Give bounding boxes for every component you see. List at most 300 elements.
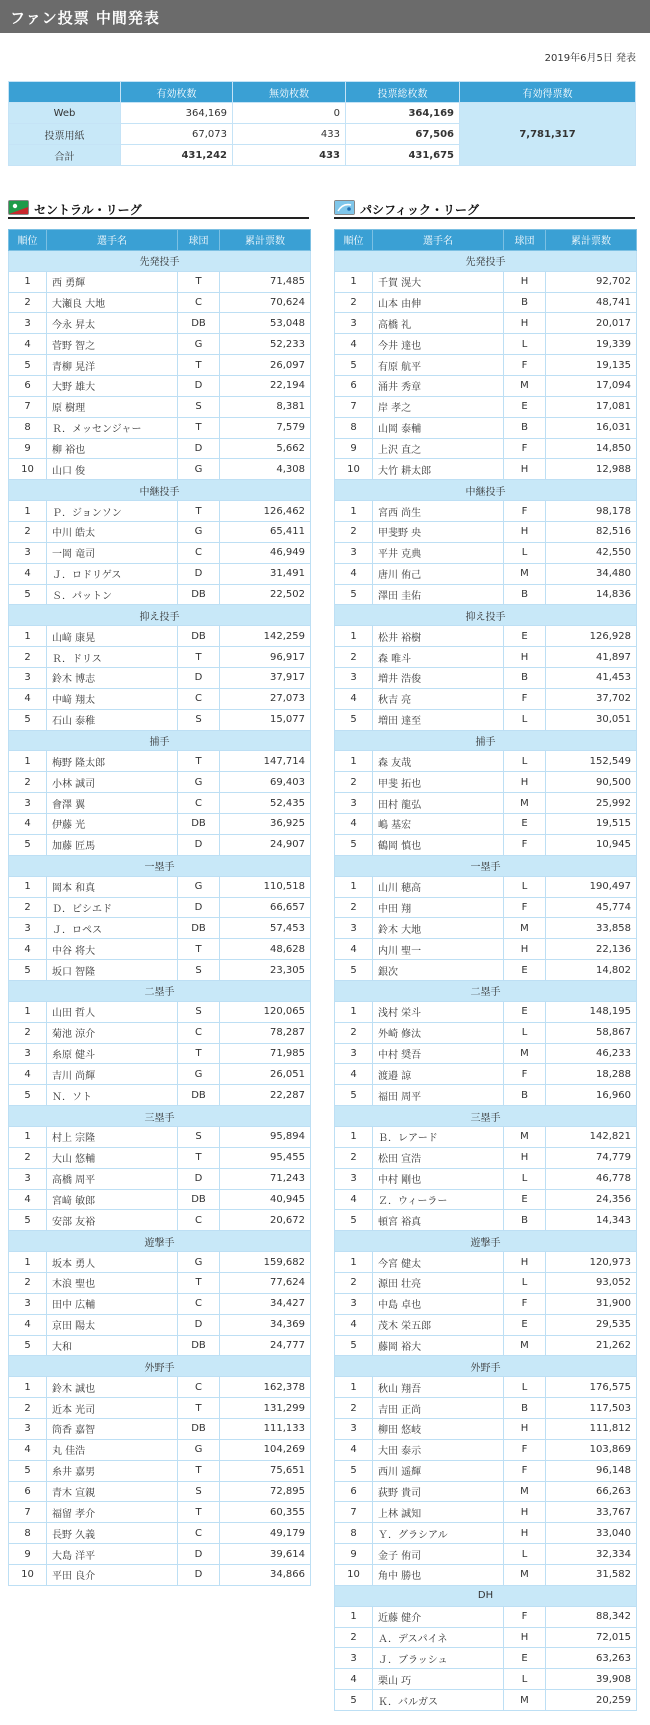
rank-cell: 4	[9, 1439, 47, 1460]
table-row	[335, 793, 637, 814]
rank-cell: 3	[335, 542, 373, 563]
player-name-cell: 銀次	[373, 960, 504, 981]
team-cell: G	[178, 522, 220, 543]
table-row	[9, 1544, 311, 1565]
votes-cell: 66,263	[546, 1481, 637, 1502]
table-row	[335, 897, 637, 918]
rank-cell: 4	[335, 1189, 373, 1210]
player-name-cell: Ｄ．ビシエド	[47, 897, 178, 918]
table-row	[9, 1022, 311, 1043]
votes-cell: 71,485	[220, 271, 311, 292]
summary-invalid: 433	[233, 124, 346, 145]
player-name-cell: 上沢 直之	[373, 438, 504, 459]
team-cell: T	[178, 271, 220, 292]
player-name-cell: 原 樹理	[47, 396, 178, 417]
table-row	[335, 1606, 637, 1627]
rank-cell: 4	[9, 1189, 47, 1210]
rank-cell: 5	[335, 1335, 373, 1356]
table-row	[9, 396, 311, 417]
position-section-header	[9, 730, 311, 751]
rank-cell: 2	[335, 292, 373, 313]
player-name-cell: 柳 裕也	[47, 438, 178, 459]
rank-cell: 8	[335, 417, 373, 438]
player-name-cell: 山本 由伸	[373, 292, 504, 313]
player-name-cell: Ｋ．バルガス	[373, 1690, 504, 1711]
votes-cell: 16,031	[546, 417, 637, 438]
col-rank-header: 順位	[9, 230, 47, 251]
votes-cell: 26,097	[220, 355, 311, 376]
votes-cell: 22,194	[220, 376, 311, 397]
player-name-cell: 高橋 礼	[373, 313, 504, 334]
team-cell: G	[178, 1439, 220, 1460]
rank-cell: 3	[9, 1418, 47, 1439]
votes-cell: 131,299	[220, 1398, 311, 1419]
player-name-cell: 甲斐 拓也	[373, 772, 504, 793]
rank-cell: 2	[9, 772, 47, 793]
rank-cell: 2	[9, 522, 47, 543]
votes-cell: 42,550	[546, 542, 637, 563]
table-row	[335, 1022, 637, 1043]
votes-cell: 111,812	[546, 1418, 637, 1439]
summary-row-label: 合計	[9, 145, 121, 166]
position-section-header	[335, 1106, 637, 1127]
votes-cell: 71,985	[220, 1043, 311, 1064]
team-cell: H	[504, 1252, 546, 1273]
team-cell: S	[178, 1126, 220, 1147]
team-cell: D	[178, 1168, 220, 1189]
rank-cell: 1	[335, 751, 373, 772]
team-cell: H	[504, 939, 546, 960]
player-name-cell: 中村 奨吾	[373, 1043, 504, 1064]
player-name-cell: 山川 穂高	[373, 876, 504, 897]
votes-cell: 104,269	[220, 1439, 311, 1460]
player-name-cell: 鶴岡 慎也	[373, 834, 504, 855]
player-name-cell: Ｓ．パットン	[47, 584, 178, 605]
rank-cell: 2	[9, 1398, 47, 1419]
votes-cell: 26,051	[220, 1064, 311, 1085]
player-name-cell: Ｐ．ジョンソン	[47, 501, 178, 522]
rank-cell: 2	[335, 1147, 373, 1168]
table-row	[335, 501, 637, 522]
rank-cell: 5	[335, 584, 373, 605]
position-section-header	[335, 605, 637, 626]
votes-cell: 110,518	[220, 876, 311, 897]
team-cell: M	[504, 1690, 546, 1711]
player-name-cell: 唐川 侑己	[373, 563, 504, 584]
table-row	[335, 751, 637, 772]
summary-row	[9, 103, 636, 124]
rank-cell: 3	[9, 1293, 47, 1314]
player-name-cell: 中川 皓太	[47, 522, 178, 543]
team-cell: T	[178, 647, 220, 668]
votes-cell: 159,682	[220, 1252, 311, 1273]
team-cell: D	[178, 1565, 220, 1586]
votes-cell: 20,259	[546, 1690, 637, 1711]
rank-cell: 9	[9, 438, 47, 459]
player-name-cell: Ａ．デスパイネ	[373, 1627, 504, 1648]
rank-cell: 5	[9, 1460, 47, 1481]
rank-cell: 5	[335, 1460, 373, 1481]
player-name-cell: 澤田 圭佑	[373, 584, 504, 605]
player-name-cell: 大田 泰示	[373, 1439, 504, 1460]
votes-cell: 74,779	[546, 1147, 637, 1168]
player-name-cell: 京田 陽太	[47, 1314, 178, 1335]
votes-cell: 152,549	[546, 751, 637, 772]
table-row	[335, 1523, 637, 1544]
central-league-logo-icon	[8, 200, 29, 215]
votes-cell: 33,767	[546, 1502, 637, 1523]
rank-cell: 1	[335, 1001, 373, 1022]
team-cell: D	[178, 563, 220, 584]
rank-cell: 4	[335, 688, 373, 709]
table-row	[335, 334, 637, 355]
table-row	[9, 1126, 311, 1147]
table-row	[335, 1565, 637, 1586]
team-cell: DB	[178, 1189, 220, 1210]
player-name-cell: 角中 勝也	[373, 1565, 504, 1586]
votes-cell: 34,427	[220, 1293, 311, 1314]
team-cell: E	[504, 814, 546, 835]
team-cell: G	[178, 772, 220, 793]
rank-cell: 3	[9, 1043, 47, 1064]
votes-cell: 15,077	[220, 709, 311, 730]
table-row	[335, 1398, 637, 1419]
rank-cell: 2	[335, 772, 373, 793]
team-cell: H	[504, 647, 546, 668]
votes-cell: 33,040	[546, 1523, 637, 1544]
rank-cell: 5	[9, 960, 47, 981]
team-cell: M	[504, 1126, 546, 1147]
summary-row-label: Web	[9, 103, 121, 124]
position-title: 中継投手	[9, 480, 311, 501]
votes-cell: 19,339	[546, 334, 637, 355]
table-row	[335, 292, 637, 313]
table-row	[9, 334, 311, 355]
player-name-cell: 青木 宣親	[47, 1481, 178, 1502]
team-cell: T	[178, 1502, 220, 1523]
position-title: 遊撃手	[9, 1231, 311, 1252]
votes-cell: 22,502	[220, 584, 311, 605]
player-name-cell: 鈴木 大地	[373, 918, 504, 939]
table-row	[9, 1460, 311, 1481]
rank-cell: 2	[9, 647, 47, 668]
rank-cell: 2	[335, 522, 373, 543]
votes-cell: 82,516	[546, 522, 637, 543]
rank-cell: 1	[335, 1377, 373, 1398]
team-cell: DB	[178, 626, 220, 647]
team-cell: D	[178, 1544, 220, 1565]
votes-cell: 24,907	[220, 834, 311, 855]
team-cell: D	[178, 834, 220, 855]
table-row	[9, 459, 311, 480]
votes-cell: 65,411	[220, 522, 311, 543]
team-cell: S	[178, 396, 220, 417]
table-row	[9, 1481, 311, 1502]
position-section-header	[335, 980, 637, 1001]
team-cell: L	[504, 1272, 546, 1293]
votes-cell: 14,802	[546, 960, 637, 981]
team-cell: D	[178, 438, 220, 459]
rank-cell: 2	[335, 897, 373, 918]
table-row	[9, 1398, 311, 1419]
league-table-header	[335, 230, 637, 251]
table-row	[9, 1293, 311, 1314]
player-name-cell: 青柳 晃洋	[47, 355, 178, 376]
table-row	[9, 1001, 311, 1022]
team-cell: S	[178, 1481, 220, 1502]
votes-cell: 25,992	[546, 793, 637, 814]
rank-cell: 1	[9, 1377, 47, 1398]
rank-cell: 5	[335, 355, 373, 376]
team-cell: T	[178, 1398, 220, 1419]
table-row	[9, 897, 311, 918]
table-row	[9, 688, 311, 709]
player-name-cell: Ｂ．レアード	[373, 1126, 504, 1147]
table-row	[335, 1085, 637, 1106]
pacific-league-logo-icon	[334, 200, 355, 215]
table-row	[9, 1168, 311, 1189]
votes-cell: 46,233	[546, 1043, 637, 1064]
team-cell: C	[178, 1523, 220, 1544]
player-name-cell: 大竹 耕太郎	[373, 459, 504, 480]
rank-cell: 3	[335, 1648, 373, 1669]
table-row	[9, 1377, 311, 1398]
table-row	[335, 1252, 637, 1273]
rank-cell: 4	[9, 334, 47, 355]
rank-cell: 5	[335, 834, 373, 855]
table-row	[335, 417, 637, 438]
position-title: 外野手	[335, 1356, 637, 1377]
team-cell: H	[504, 522, 546, 543]
rank-cell: 2	[335, 1022, 373, 1043]
player-name-cell: 山﨑 康晃	[47, 626, 178, 647]
table-row	[335, 1168, 637, 1189]
votes-cell: 34,369	[220, 1314, 311, 1335]
team-cell: T	[178, 751, 220, 772]
votes-cell: 14,343	[546, 1210, 637, 1231]
player-name-cell: 福留 孝介	[47, 1502, 178, 1523]
position-section-header	[9, 1231, 311, 1252]
votes-cell: 88,342	[546, 1606, 637, 1627]
votes-cell: 48,741	[546, 292, 637, 313]
player-name-cell: 坂本 勇人	[47, 1252, 178, 1273]
position-section-header	[335, 855, 637, 876]
team-cell: L	[504, 1544, 546, 1565]
table-row	[9, 584, 311, 605]
team-cell: H	[504, 772, 546, 793]
table-row	[335, 563, 637, 584]
rank-cell: 3	[335, 918, 373, 939]
table-row	[9, 1252, 311, 1273]
team-cell: L	[504, 1022, 546, 1043]
table-row	[9, 814, 311, 835]
player-name-cell: 源田 壮亮	[373, 1272, 504, 1293]
team-cell: C	[178, 542, 220, 563]
rank-cell: 5	[335, 1690, 373, 1711]
votes-cell: 96,148	[546, 1460, 637, 1481]
votes-cell: 96,917	[220, 647, 311, 668]
position-title: 二塁手	[335, 980, 637, 1001]
table-row	[335, 1439, 637, 1460]
votes-cell: 49,179	[220, 1523, 311, 1544]
rank-cell: 4	[335, 1669, 373, 1690]
team-cell: L	[504, 751, 546, 772]
team-cell: H	[504, 1147, 546, 1168]
rank-cell: 3	[335, 1168, 373, 1189]
team-cell: T	[178, 417, 220, 438]
col-rank-header: 順位	[335, 230, 373, 251]
rank-cell: 3	[9, 313, 47, 334]
team-cell: DB	[178, 1418, 220, 1439]
player-name-cell: Ｒ．メッセンジャー	[47, 417, 178, 438]
summary-total: 431,675	[346, 145, 460, 166]
summary-valid: 364,169	[121, 103, 233, 124]
rank-cell: 9	[335, 438, 373, 459]
player-name-cell: 渡邉 諒	[373, 1064, 504, 1085]
team-cell: S	[178, 960, 220, 981]
table-row	[335, 542, 637, 563]
votes-cell: 126,462	[220, 501, 311, 522]
summary-total: 67,506	[346, 124, 460, 145]
votes-cell: 34,480	[546, 563, 637, 584]
table-row	[9, 271, 311, 292]
team-cell: H	[504, 1418, 546, 1439]
player-name-cell: 吉田 正尚	[373, 1398, 504, 1419]
table-row	[9, 918, 311, 939]
votes-cell: 40,945	[220, 1189, 311, 1210]
player-name-cell: 松井 裕樹	[373, 626, 504, 647]
player-name-cell: 頓宮 裕真	[373, 1210, 504, 1231]
team-cell: L	[504, 1669, 546, 1690]
table-row	[9, 355, 311, 376]
votes-cell: 5,662	[220, 438, 311, 459]
votes-cell: 72,895	[220, 1481, 311, 1502]
summary-header-cell	[9, 82, 121, 103]
votes-cell: 14,836	[546, 584, 637, 605]
summary-valid-votes: 7,781,317	[460, 103, 636, 166]
votes-cell: 46,778	[546, 1168, 637, 1189]
player-name-cell: 涌井 秀章	[373, 376, 504, 397]
rank-cell: 3	[335, 1293, 373, 1314]
table-row	[9, 939, 311, 960]
votes-cell: 63,263	[546, 1648, 637, 1669]
rank-cell: 3	[9, 793, 47, 814]
player-name-cell: 中﨑 翔太	[47, 688, 178, 709]
rank-cell: 5	[9, 1210, 47, 1231]
position-section-header	[9, 855, 311, 876]
rank-cell: 4	[9, 1314, 47, 1335]
table-row	[335, 1502, 637, 1523]
rank-cell: 6	[335, 1481, 373, 1502]
table-row	[9, 522, 311, 543]
position-title: 外野手	[9, 1356, 311, 1377]
team-cell: G	[178, 876, 220, 897]
votes-cell: 57,453	[220, 918, 311, 939]
table-row	[9, 1335, 311, 1356]
rank-cell: 3	[9, 542, 47, 563]
rank-cell: 3	[9, 1168, 47, 1189]
rank-cell: 1	[335, 501, 373, 522]
table-row	[9, 1418, 311, 1439]
player-name-cell: 田中 広輔	[47, 1293, 178, 1314]
table-row	[335, 1627, 637, 1648]
team-cell: M	[504, 1335, 546, 1356]
player-name-cell: 田村 龍弘	[373, 793, 504, 814]
table-row	[335, 1377, 637, 1398]
votes-cell: 22,136	[546, 939, 637, 960]
rank-cell: 2	[9, 1272, 47, 1293]
rank-cell: 2	[335, 1272, 373, 1293]
player-name-cell: Ｙ．グラシアル	[373, 1523, 504, 1544]
vote-summary-table	[8, 81, 636, 166]
team-cell: T	[178, 1460, 220, 1481]
position-title: 抑え投手	[335, 605, 637, 626]
table-row	[9, 292, 311, 313]
player-name-cell: 丸 佳浩	[47, 1439, 178, 1460]
table-row	[9, 1085, 311, 1106]
rank-cell: 6	[335, 376, 373, 397]
player-name-cell: 近藤 健介	[373, 1606, 504, 1627]
player-name-cell: 内川 聖一	[373, 939, 504, 960]
rank-cell: 4	[335, 334, 373, 355]
team-cell: L	[504, 709, 546, 730]
votes-cell: 117,503	[546, 1398, 637, 1419]
team-cell: DB	[178, 1085, 220, 1106]
player-name-cell: 會澤 翼	[47, 793, 178, 814]
player-name-cell: 藤岡 裕大	[373, 1335, 504, 1356]
team-cell: S	[178, 1001, 220, 1022]
player-name-cell: 木浪 聖也	[47, 1272, 178, 1293]
votes-cell: 95,894	[220, 1126, 311, 1147]
votes-cell: 162,378	[220, 1377, 311, 1398]
votes-cell: 120,065	[220, 1001, 311, 1022]
page-title: ファン投票 中間発表	[10, 9, 160, 27]
rank-cell: 5	[335, 960, 373, 981]
team-cell: M	[504, 376, 546, 397]
rank-cell: 4	[335, 1064, 373, 1085]
table-row	[335, 1418, 637, 1439]
rank-cell: 1	[9, 876, 47, 897]
player-name-cell: 鈴木 博志	[47, 668, 178, 689]
position-section-header	[335, 1356, 637, 1377]
team-cell: E	[504, 1314, 546, 1335]
table-row	[335, 584, 637, 605]
team-cell: F	[504, 688, 546, 709]
summary-total: 364,169	[346, 103, 460, 124]
rank-cell: 4	[9, 1064, 47, 1085]
player-name-cell: 中田 翔	[373, 897, 504, 918]
team-cell: F	[504, 1064, 546, 1085]
player-name-cell: 大瀬良 大地	[47, 292, 178, 313]
rank-cell: 2	[9, 1147, 47, 1168]
player-name-cell: Ｒ．ドリス	[47, 647, 178, 668]
team-cell: C	[178, 688, 220, 709]
votes-cell: 66,657	[220, 897, 311, 918]
table-row	[9, 772, 311, 793]
player-name-cell: 森 友哉	[373, 751, 504, 772]
rank-cell: 10	[9, 459, 47, 480]
rank-cell: 8	[9, 1523, 47, 1544]
position-section-header	[9, 480, 311, 501]
votes-cell: 33,858	[546, 918, 637, 939]
player-name-cell: 菊池 涼介	[47, 1022, 178, 1043]
votes-cell: 58,867	[546, 1022, 637, 1043]
rank-cell: 10	[335, 459, 373, 480]
rank-cell: 2	[9, 897, 47, 918]
rank-cell: 5	[335, 709, 373, 730]
rank-cell: 7	[335, 1502, 373, 1523]
team-cell: E	[504, 1648, 546, 1669]
